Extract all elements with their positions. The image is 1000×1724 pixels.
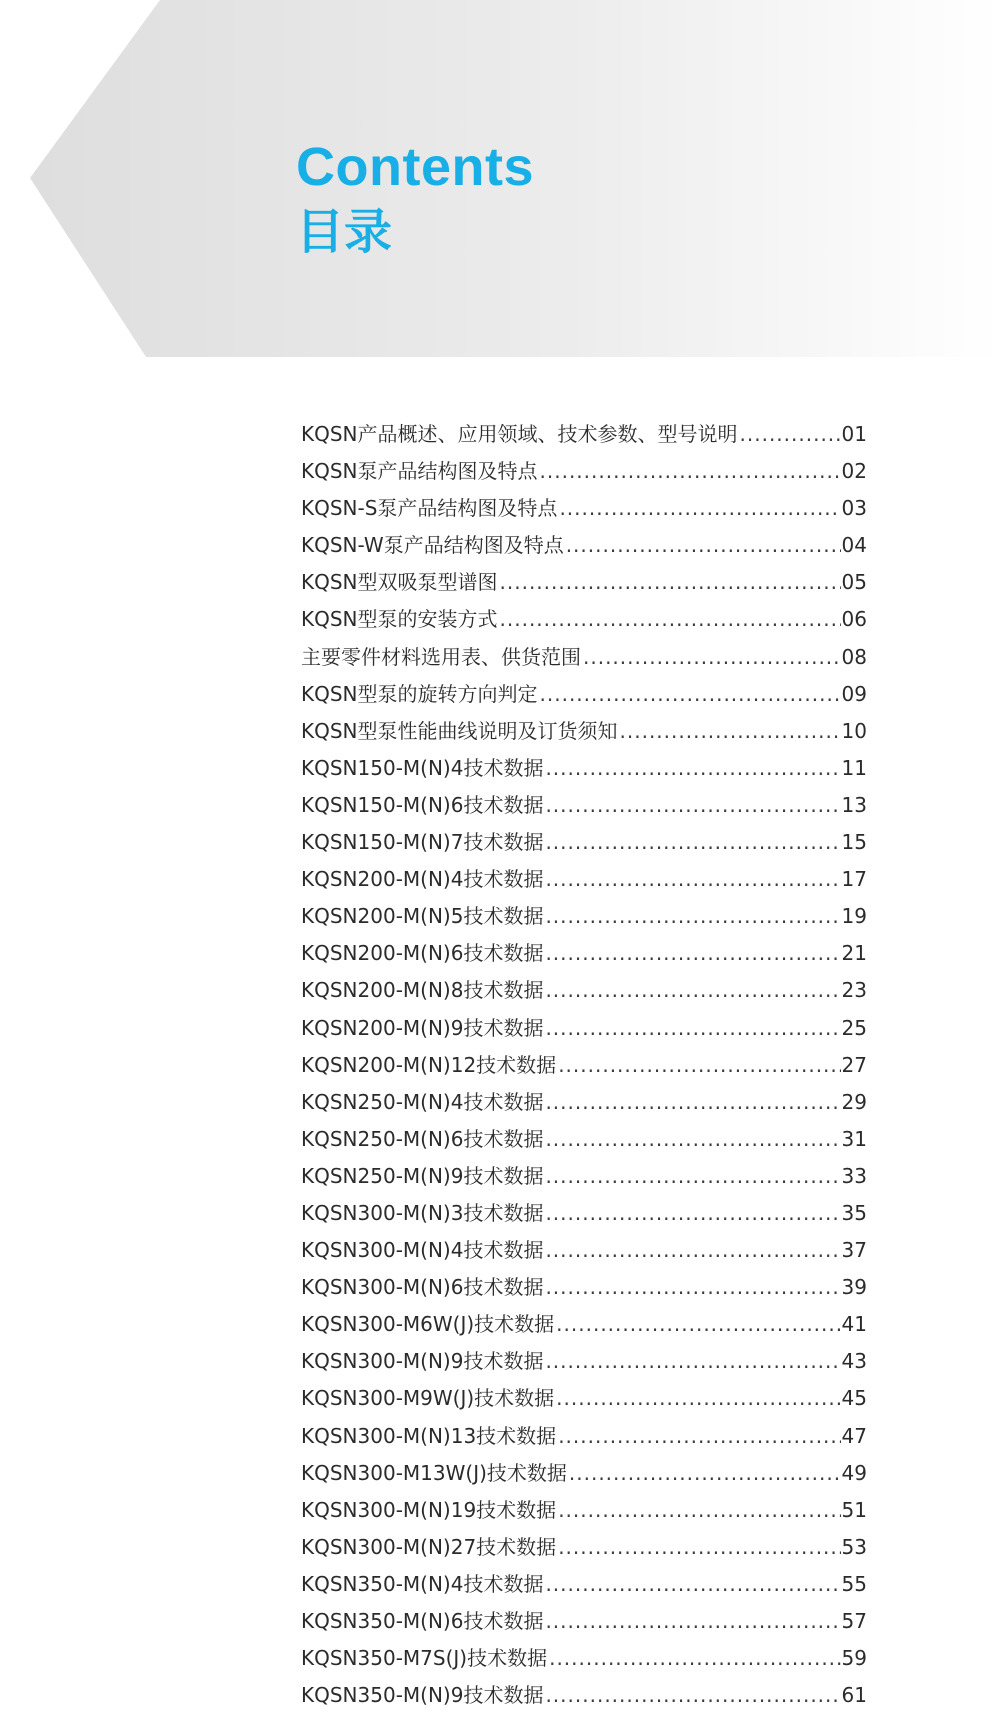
toc-dot-leader	[545, 750, 840, 787]
toc-entry-title: KQSN产品概述、应用领域、技术参数、型号说明	[301, 422, 738, 446]
page-title-chinese: 目录	[296, 204, 393, 260]
toc-page-number: 08	[841, 644, 867, 669]
toc-page-number: 51	[841, 1497, 867, 1522]
toc-entry[interactable]	[301, 1455, 867, 1492]
toc-dot-leader	[545, 1084, 840, 1121]
toc-entry-title: KQSN300-M6W(J)技术数据	[301, 1312, 555, 1337]
toc-dot-leader	[545, 824, 840, 861]
toc-page-number: 10	[841, 718, 867, 743]
toc-page-number: 59	[841, 1646, 867, 1671]
toc-entry[interactable]	[301, 1566, 867, 1603]
toc-page-number: 03	[841, 496, 867, 521]
toc-dot-leader	[540, 453, 841, 490]
toc-dot-leader	[620, 713, 841, 750]
toc-entry[interactable]	[301, 1306, 867, 1343]
toc-dot-leader	[545, 1603, 840, 1640]
toc-entry-title: KQSN300-M(N)13技术数据	[301, 1423, 557, 1448]
toc-entry-title: KQSN200-M(N)4技术数据	[301, 867, 544, 892]
toc-entry-title: KQSN300-M13W(J)技术数据	[301, 1460, 567, 1485]
toc-page-number: 55	[841, 1571, 867, 1596]
toc-entry-title: KQSN200-M(N)8技术数据	[301, 978, 544, 1003]
toc-dot-leader	[545, 898, 840, 935]
toc-entry[interactable]	[301, 861, 867, 898]
toc-page-number: 41	[841, 1312, 867, 1337]
toc-dot-leader	[558, 1047, 840, 1084]
toc-page-number: 17	[841, 867, 867, 892]
toc-entry-title: KQSN300-M(N)6技术数据	[301, 1275, 544, 1300]
toc-dot-leader	[558, 1492, 840, 1529]
toc-entry-title: KQSN型泵的安装方式	[301, 607, 498, 632]
toc-entry[interactable]	[301, 750, 867, 787]
toc-entry-title: KQSN250-M(N)9技术数据	[301, 1163, 544, 1188]
toc-dot-leader	[545, 1121, 840, 1158]
toc-entry[interactable]	[301, 453, 867, 490]
toc-entry-title: KQSN-S泵产品结构图及特点	[301, 496, 558, 521]
toc-entry[interactable]	[301, 1418, 867, 1455]
toc-dot-leader	[545, 1195, 840, 1232]
toc-dot-leader	[740, 416, 841, 453]
toc-dot-leader	[556, 1306, 840, 1343]
toc-entry[interactable]	[301, 1269, 867, 1306]
toc-entry[interactable]	[301, 416, 867, 453]
toc-entry-title: KQSN型双吸泵型谱图	[301, 570, 498, 595]
toc-dot-leader	[545, 861, 840, 898]
toc-entry-title: KQSN250-M(N)4技术数据	[301, 1089, 544, 1114]
toc-entry-title: KQSN150-M(N)4技术数据	[301, 755, 544, 780]
toc-entry-title: KQSN300-M(N)4技术数据	[301, 1238, 544, 1263]
toc-entry[interactable]	[301, 1640, 867, 1677]
toc-page-number: 02	[841, 459, 867, 484]
toc-entry-title: KQSN150-M(N)7技术数据	[301, 830, 544, 855]
toc-dot-leader	[545, 787, 840, 824]
toc-entry[interactable]	[301, 1492, 867, 1529]
toc-entry[interactable]	[301, 1158, 867, 1195]
toc-entry[interactable]	[301, 935, 867, 972]
toc-page-number: 01	[841, 422, 867, 446]
toc-page-number: 35	[841, 1200, 867, 1225]
toc-entry-title: KQSN150-M(N)6技术数据	[301, 792, 544, 817]
page-title-english: Contents	[296, 137, 534, 197]
toc-entry[interactable]	[301, 527, 867, 564]
toc-entry-title: KQSN200-M(N)12技术数据	[301, 1052, 557, 1077]
toc-page-number: 11	[841, 755, 867, 780]
toc-page-number: 43	[841, 1349, 867, 1374]
toc-page-number: 05	[841, 570, 867, 595]
toc-page-number: 06	[841, 607, 867, 632]
toc-page-number: 04	[841, 533, 867, 558]
toc-entry-title: KQSN300-M(N)19技术数据	[301, 1497, 557, 1522]
toc-page-number: 49	[841, 1460, 867, 1485]
toc-entry[interactable]	[301, 713, 867, 750]
toc-entry[interactable]	[301, 1010, 867, 1047]
toc-page-number: 57	[841, 1609, 867, 1633]
toc-entry[interactable]	[301, 564, 867, 601]
toc-entry-title: KQSN型泵的旋转方向判定	[301, 681, 538, 706]
toc-entry[interactable]	[301, 824, 867, 861]
toc-entry[interactable]	[301, 1047, 867, 1084]
toc-page-number: 37	[841, 1238, 867, 1263]
toc-entry-title: KQSN200-M(N)6技术数据	[301, 941, 544, 966]
toc-dot-leader	[545, 1343, 840, 1380]
toc-dot-leader	[558, 1529, 840, 1566]
toc-page-number: 15	[841, 830, 867, 855]
toc-entry[interactable]	[301, 1603, 867, 1640]
toc-dot-leader	[545, 1269, 840, 1306]
toc-entry[interactable]	[301, 1343, 867, 1380]
toc-page-number: 39	[841, 1275, 867, 1300]
table-of-contents	[301, 416, 867, 1714]
toc-entry[interactable]	[301, 1529, 867, 1566]
toc-page-number: 27	[841, 1052, 867, 1077]
toc-dot-leader	[583, 639, 841, 676]
toc-page-number: 29	[841, 1089, 867, 1114]
toc-entry[interactable]	[301, 601, 867, 638]
toc-page-number: 33	[841, 1163, 867, 1188]
toc-entry-title: KQSN350-M(N)4技术数据	[301, 1571, 544, 1596]
toc-dot-leader	[545, 1232, 840, 1269]
toc-dot-leader	[540, 676, 841, 713]
toc-page-number: 45	[841, 1386, 867, 1411]
toc-entry[interactable]	[301, 1195, 867, 1232]
toc-entry[interactable]	[301, 676, 867, 713]
toc-entry[interactable]	[301, 898, 867, 935]
toc-entry[interactable]	[301, 787, 867, 824]
toc-dot-leader	[545, 1677, 840, 1714]
toc-page-number: 25	[841, 1015, 867, 1040]
toc-dot-leader	[559, 490, 840, 527]
toc-page-number: 31	[841, 1126, 867, 1151]
toc-dot-leader	[545, 972, 840, 1009]
toc-dot-leader	[500, 564, 841, 601]
toc-dot-leader	[545, 1010, 840, 1047]
toc-dot-leader	[566, 527, 841, 564]
toc-entry[interactable]	[301, 972, 867, 1009]
toc-entry[interactable]	[301, 1232, 867, 1269]
toc-entry-title: KQSN300-M(N)9技术数据	[301, 1349, 544, 1374]
toc-entry[interactable]	[301, 1084, 867, 1121]
toc-entry[interactable]	[301, 1121, 867, 1158]
toc-entry-title: KQSN泵产品结构图及特点	[301, 459, 538, 484]
toc-dot-leader	[549, 1640, 840, 1677]
toc-entry[interactable]	[301, 1677, 867, 1714]
toc-entry-title: KQSN-W泵产品结构图及特点	[301, 533, 564, 558]
toc-entry-title: KQSN300-M(N)27技术数据	[301, 1534, 557, 1559]
toc-page-number: 09	[841, 681, 867, 706]
toc-dot-leader	[558, 1418, 840, 1455]
toc-page-number: 13	[841, 792, 867, 817]
toc-page-number: 21	[841, 941, 867, 966]
toc-entry-title: 主要零件材料选用表、供货范围	[301, 644, 581, 669]
toc-entry-title: KQSN350-M7S(J)技术数据	[301, 1646, 548, 1671]
toc-entry[interactable]	[301, 490, 867, 527]
toc-entry-title: KQSN型泵性能曲线说明及订货须知	[301, 718, 618, 743]
toc-entry-title: KQSN300-M(N)3技术数据	[301, 1200, 544, 1225]
toc-dot-leader	[556, 1380, 840, 1417]
toc-entry-title: KQSN250-M(N)6技术数据	[301, 1126, 544, 1151]
toc-page-number: 53	[841, 1534, 867, 1559]
toc-entry-title: KQSN350-M(N)9技术数据	[301, 1683, 544, 1708]
toc-dot-leader	[500, 601, 841, 638]
toc-entry[interactable]	[301, 1380, 867, 1417]
toc-page-number: 61	[841, 1683, 867, 1708]
toc-entry-title: KQSN300-M9W(J)技术数据	[301, 1386, 555, 1411]
toc-entry-title: KQSN200-M(N)5技术数据	[301, 904, 544, 929]
toc-dot-leader	[545, 935, 840, 972]
toc-dot-leader	[545, 1566, 840, 1603]
toc-entry-title: KQSN350-M(N)6技术数据	[301, 1609, 544, 1633]
toc-page-number: 47	[841, 1423, 867, 1448]
toc-page-number: 23	[841, 978, 867, 1003]
toc-dot-leader	[545, 1158, 840, 1195]
toc-dot-leader	[569, 1455, 841, 1492]
toc-entry-title: KQSN200-M(N)9技术数据	[301, 1015, 544, 1040]
toc-page-number: 19	[841, 904, 867, 929]
toc-entry[interactable]	[301, 639, 867, 676]
